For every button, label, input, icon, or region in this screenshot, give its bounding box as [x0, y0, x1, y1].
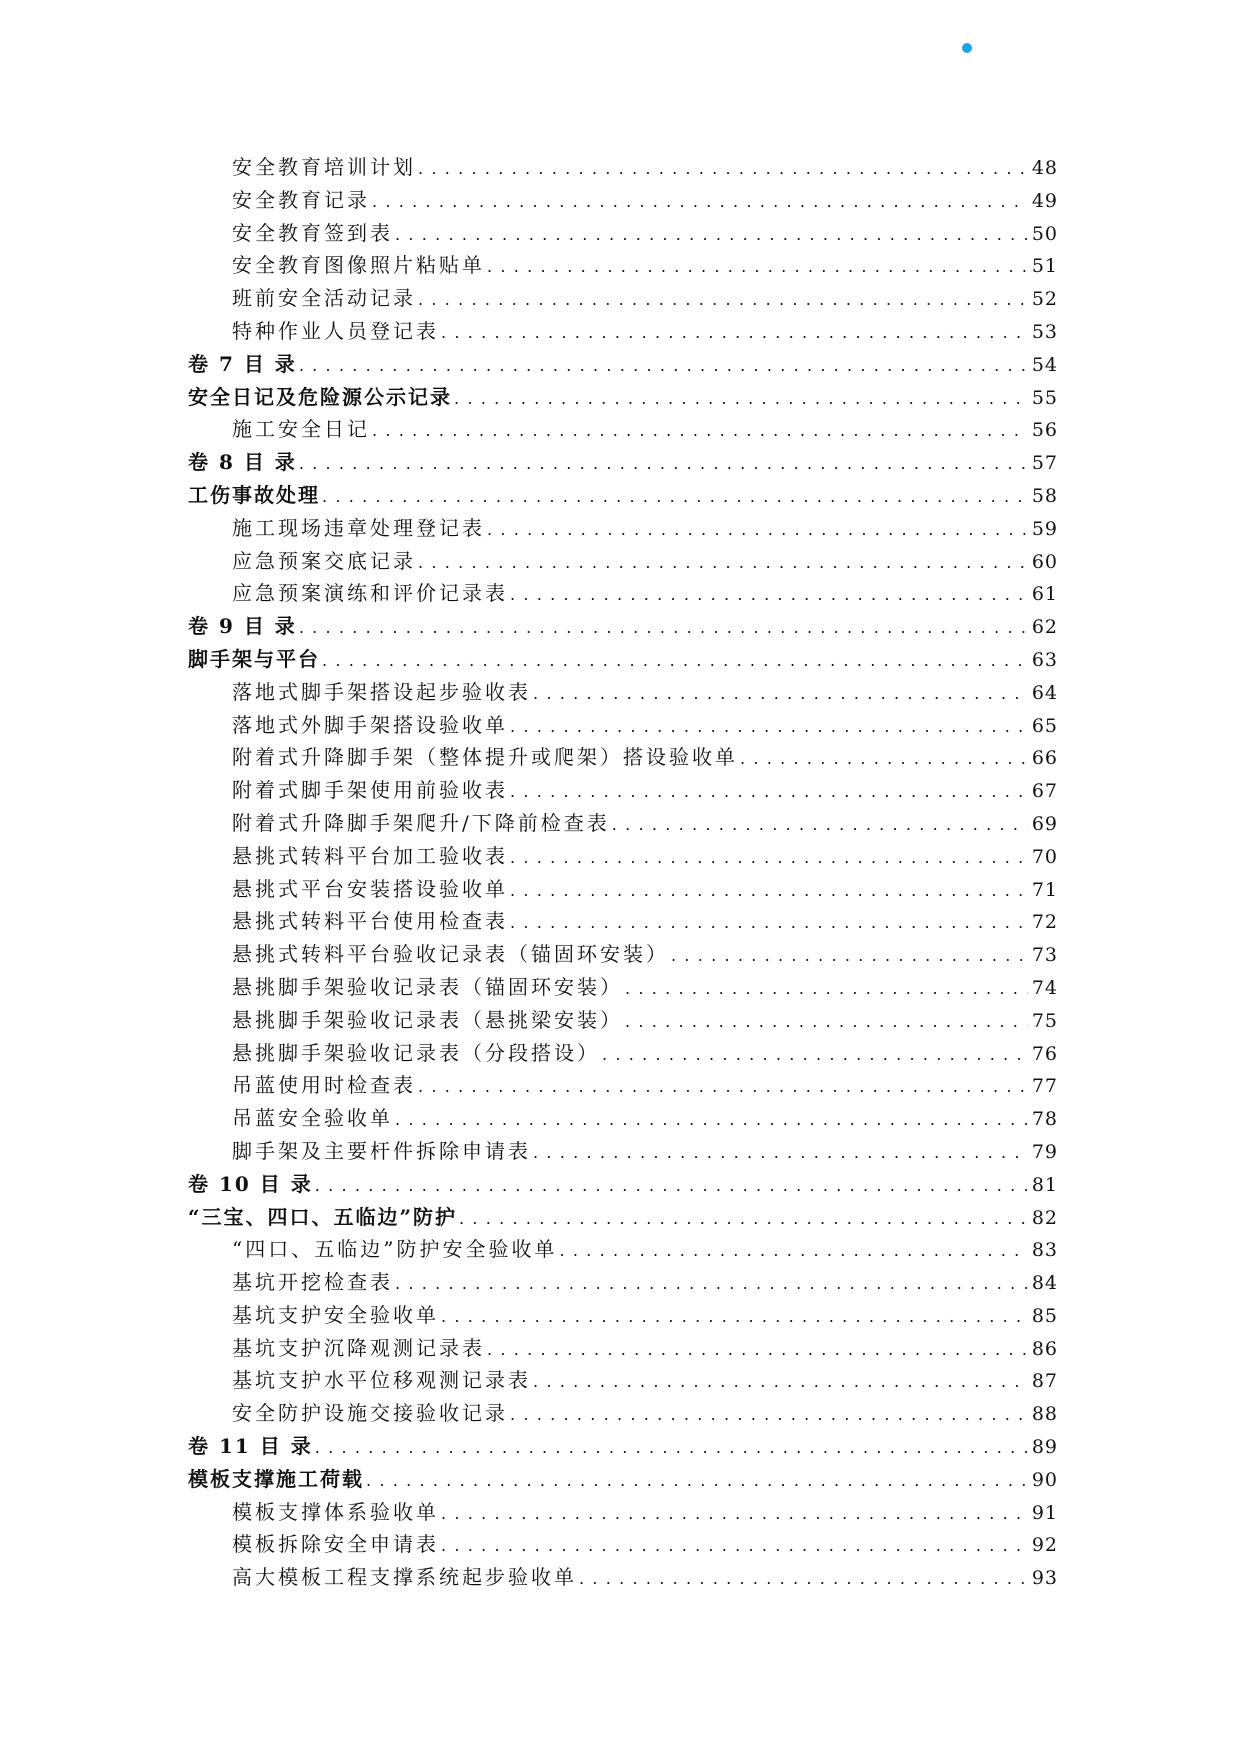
- toc-entry[interactable]: [188, 971, 1058, 1004]
- toc-entry[interactable]: [188, 1364, 1058, 1397]
- toc-entry-title: 脚手架与平台: [188, 646, 320, 671]
- toc-entry-page-number: 87: [1031, 1370, 1058, 1393]
- toc-section-entry[interactable]: [188, 643, 1058, 676]
- toc-entry[interactable]: [188, 413, 1058, 446]
- toc-entry-page-number: 51: [1031, 255, 1058, 278]
- toc-entry-page-number: 57: [1031, 452, 1058, 475]
- toc-entry-page-number: 76: [1031, 1042, 1058, 1065]
- dot-leader: [602, 1039, 1028, 1072]
- toc-entry-title: 模板支撑体系验收单: [232, 1499, 439, 1524]
- toc-entry[interactable]: [188, 1299, 1058, 1332]
- toc-entry-title: 模板支撑施工荷载: [188, 1466, 364, 1491]
- dot-leader: [579, 1563, 1028, 1596]
- toc-entry-page-number: 83: [1031, 1239, 1058, 1262]
- toc-entry-page-number: 89: [1031, 1436, 1058, 1459]
- toc-entry-title: 吊蓝安全验收单: [232, 1106, 393, 1131]
- toc-entry-page-number: 84: [1031, 1272, 1058, 1295]
- dot-leader: [533, 1137, 1028, 1170]
- dot-leader: [418, 547, 1028, 580]
- toc-section-entry[interactable]: [188, 1201, 1058, 1234]
- toc-entry-title: 卷 7 目 录: [188, 351, 297, 376]
- toc-entry-page-number: 81: [1031, 1173, 1058, 1196]
- toc-entry-page-number: 77: [1031, 1075, 1058, 1098]
- dot-leader: [299, 612, 1028, 645]
- toc-entry-title: 附着式脚手架使用前验收表: [232, 778, 508, 803]
- toc-entry-page-number: 59: [1031, 517, 1058, 540]
- dot-leader: [625, 973, 1028, 1006]
- toc-entry[interactable]: [188, 1233, 1058, 1266]
- toc-entry-page-number: 50: [1031, 222, 1058, 245]
- dot-leader: [487, 1334, 1028, 1367]
- dot-leader: [418, 153, 1028, 186]
- toc-entry-title: 施工现场违章处理登记表: [232, 515, 485, 540]
- toc-section-entry[interactable]: [188, 381, 1058, 414]
- toc-entry-page-number: 79: [1031, 1140, 1058, 1163]
- toc-entry[interactable]: [188, 774, 1058, 807]
- dot-leader: [441, 317, 1028, 350]
- toc-entry-page-number: 90: [1031, 1468, 1058, 1491]
- dot-leader: [441, 1530, 1028, 1563]
- dot-leader: [315, 1170, 1028, 1203]
- toc-entry-page-number: 49: [1031, 189, 1058, 212]
- toc-entry-title: 应急预案演练和评价记录表: [232, 581, 508, 606]
- dot-leader: [533, 1366, 1028, 1399]
- toc-entry-page-number: 66: [1031, 747, 1058, 770]
- toc-section-entry[interactable]: [188, 446, 1058, 479]
- toc-entry-title: 悬挑式转料平台使用检查表: [232, 909, 508, 934]
- toc-entry[interactable]: [188, 545, 1058, 578]
- toc-entry[interactable]: [188, 905, 1058, 938]
- toc-entry-page-number: 67: [1031, 780, 1058, 803]
- toc-entry-title: 安全教育培训计划: [232, 155, 416, 179]
- toc-entry-page-number: 78: [1031, 1108, 1058, 1131]
- toc-section-entry[interactable]: [188, 1463, 1058, 1496]
- toc-entry[interactable]: [188, 1528, 1058, 1561]
- toc-entry-page-number: 74: [1031, 976, 1058, 999]
- toc-entry-title: 卷 9 目 录: [188, 614, 297, 639]
- toc-entry-title: 落地式脚手架搭设起步验收表: [232, 679, 531, 704]
- toc-entry-title: 悬挑脚手架验收记录表（锚固环安装）: [232, 974, 623, 999]
- toc-entry-title: 安全教育记录: [232, 187, 370, 212]
- dot-leader: [625, 1006, 1028, 1039]
- toc-entry-page-number: 75: [1031, 1009, 1058, 1032]
- dot-leader: [299, 448, 1028, 481]
- toc-entry-title: 基坑支护水平位移观测记录表: [232, 1368, 531, 1393]
- toc-entry[interactable]: [188, 577, 1058, 610]
- dot-leader: [459, 1203, 1028, 1236]
- toc-entry-page-number: 93: [1031, 1567, 1058, 1590]
- toc-entry-title: 班前安全活动记录: [232, 286, 416, 311]
- toc-entry[interactable]: [188, 1102, 1058, 1135]
- toc-entry-page-number: 91: [1031, 1501, 1058, 1524]
- toc-entry-page-number: 61: [1031, 583, 1058, 606]
- toc-entry[interactable]: [188, 1135, 1058, 1168]
- toc-entry[interactable]: [188, 1266, 1058, 1299]
- toc-entry-page-number: 85: [1031, 1304, 1058, 1327]
- toc-entry-title: 悬挑式平台安装搭设验收单: [232, 876, 508, 901]
- toc-entry-page-number: 60: [1031, 550, 1058, 573]
- dot-leader: [510, 711, 1028, 744]
- dot-leader: [559, 1235, 1027, 1268]
- toc-entry-page-number: 73: [1031, 944, 1058, 967]
- toc-entry-page-number: 56: [1031, 419, 1058, 442]
- toc-entry-title: 附着式升降脚手架（整体提升或爬架）搭设验收单: [232, 745, 738, 770]
- toc-entry-title: 工伤事故处理: [188, 482, 320, 507]
- toc-entry[interactable]: [188, 1004, 1058, 1037]
- toc-entry[interactable]: [188, 840, 1058, 873]
- toc-entry-page-number: 54: [1031, 353, 1058, 376]
- toc-entry[interactable]: [188, 676, 1058, 709]
- dot-leader: [395, 1104, 1028, 1137]
- toc-entry[interactable]: [188, 249, 1058, 282]
- toc-entry[interactable]: [188, 1069, 1058, 1102]
- toc-entry-title: 脚手架及主要杆件拆除申请表: [232, 1138, 531, 1163]
- toc-entry-title: “四口、五临边”防护安全验收单: [232, 1237, 558, 1262]
- dot-leader: [510, 875, 1028, 908]
- dot-leader: [366, 1465, 1028, 1498]
- dot-leader: [372, 186, 1028, 219]
- dot-leader: [510, 842, 1028, 875]
- toc-entry-title: 落地式外脚手架搭设验收单: [232, 712, 508, 737]
- dot-leader: [510, 907, 1028, 940]
- toc-entry[interactable]: [188, 807, 1058, 840]
- toc-entry[interactable]: [188, 184, 1058, 217]
- toc-entry-title: 基坑开挖检查表: [232, 1270, 393, 1295]
- dot-leader: [671, 940, 1028, 973]
- toc-entry-title: 卷 8 目 录: [188, 450, 297, 475]
- dot-leader: [612, 809, 1028, 842]
- toc-entry-title: 卷 11 目 录: [188, 1434, 313, 1459]
- toc-section-entry[interactable]: [188, 610, 1058, 643]
- toc-entry-title: 基坑支护沉降观测记录表: [232, 1335, 485, 1360]
- toc-section-entry[interactable]: [188, 1430, 1058, 1463]
- toc-section-entry[interactable]: [188, 479, 1058, 512]
- dot-leader: [487, 251, 1028, 284]
- toc-section-entry[interactable]: [188, 348, 1058, 381]
- toc-entry-page-number: 82: [1031, 1206, 1058, 1229]
- toc-entry[interactable]: [188, 1037, 1058, 1070]
- dot-leader: [487, 514, 1028, 547]
- toc-entry-page-number: 72: [1031, 911, 1058, 934]
- dot-leader: [510, 1399, 1028, 1432]
- toc-entry-title: 安全教育图像照片粘贴单: [232, 253, 485, 278]
- table-of-contents: [188, 151, 1058, 1594]
- toc-entry-title: 特种作业人员登记表: [232, 318, 439, 343]
- dot-leader: [299, 350, 1028, 383]
- dot-leader: [322, 481, 1028, 514]
- toc-entry[interactable]: [188, 512, 1058, 545]
- toc-entry[interactable]: [188, 709, 1058, 742]
- dot-leader: [418, 284, 1028, 317]
- toc-entry[interactable]: [188, 1561, 1058, 1594]
- toc-entry[interactable]: [188, 873, 1058, 906]
- dot-leader: [395, 1268, 1028, 1301]
- toc-section-entry[interactable]: [188, 1168, 1058, 1201]
- toc-entry-page-number: 88: [1031, 1403, 1058, 1426]
- dot-leader: [418, 1071, 1028, 1104]
- dot-leader: [510, 579, 1028, 612]
- toc-entry[interactable]: [188, 1332, 1058, 1365]
- toc-entry-title: “三宝、四口、五临边”防护: [188, 1204, 458, 1229]
- toc-entry-title: 吊蓝使用时检查表: [232, 1073, 416, 1098]
- toc-entry[interactable]: [188, 1496, 1058, 1529]
- toc-entry[interactable]: [188, 938, 1058, 971]
- dot-leader: [441, 1301, 1028, 1334]
- toc-entry-title: 卷 10 目 录: [188, 1171, 313, 1196]
- toc-entry-page-number: 52: [1031, 288, 1058, 311]
- toc-entry-title: 悬挑式转料平台加工验收表: [232, 843, 508, 868]
- toc-entry-title: 施工安全日记: [232, 417, 370, 442]
- toc-entry-title: 应急预案交底记录: [232, 548, 416, 573]
- toc-entry-page-number: 69: [1031, 812, 1058, 835]
- toc-entry-page-number: 48: [1031, 157, 1058, 179]
- toc-entry-page-number: 71: [1031, 878, 1058, 901]
- toc-entry-title: 附着式升降脚手架爬升/下降前检查表: [232, 810, 610, 835]
- toc-entry-page-number: 62: [1031, 616, 1058, 639]
- toc-entry-page-number: 63: [1031, 648, 1058, 671]
- toc-entry-page-number: 70: [1031, 845, 1058, 868]
- toc-entry-title: 安全教育签到表: [232, 220, 393, 245]
- toc-entry-page-number: 86: [1031, 1337, 1058, 1360]
- dot-leader: [454, 383, 1028, 416]
- toc-entry[interactable]: [188, 1397, 1058, 1430]
- toc-entry[interactable]: [188, 315, 1058, 348]
- toc-entry[interactable]: [188, 151, 1058, 184]
- dot-leader: [395, 219, 1028, 252]
- dot-leader: [372, 415, 1028, 448]
- accent-dot-icon: [962, 43, 972, 53]
- toc-entry-title: 安全防护设施交接验收记录: [232, 1401, 508, 1426]
- toc-entry-title: 安全日记及危险源公示记录: [188, 384, 452, 409]
- toc-entry-title: 模板拆除安全申请表: [232, 1532, 439, 1557]
- toc-entry-title: 基坑支护安全验收单: [232, 1302, 439, 1327]
- toc-entry-page-number: 64: [1031, 681, 1058, 704]
- toc-entry[interactable]: [188, 282, 1058, 315]
- toc-entry-page-number: 53: [1031, 320, 1058, 343]
- toc-entry-page-number: 55: [1031, 386, 1058, 409]
- toc-entry-page-number: 58: [1031, 484, 1058, 507]
- dot-leader: [322, 645, 1028, 678]
- dot-leader: [441, 1498, 1028, 1531]
- toc-entry-page-number: 65: [1031, 714, 1058, 737]
- dot-leader: [740, 743, 1028, 776]
- toc-entry-page-number: 92: [1031, 1534, 1058, 1557]
- dot-leader: [533, 678, 1028, 711]
- toc-entry-title: 悬挑脚手架验收记录表（分段搭设）: [232, 1040, 600, 1065]
- dot-leader: [315, 1432, 1028, 1465]
- toc-entry-title: 高大模板工程支撑系统起步验收单: [232, 1565, 577, 1590]
- dot-leader: [510, 776, 1028, 809]
- toc-entry[interactable]: [188, 741, 1058, 774]
- toc-entry-title: 悬挑脚手架验收记录表（悬挑梁安装）: [232, 1007, 623, 1032]
- toc-entry[interactable]: [188, 217, 1058, 250]
- toc-entry-title: 悬挑式转料平台验收记录表（锚固环安装）: [232, 942, 669, 967]
